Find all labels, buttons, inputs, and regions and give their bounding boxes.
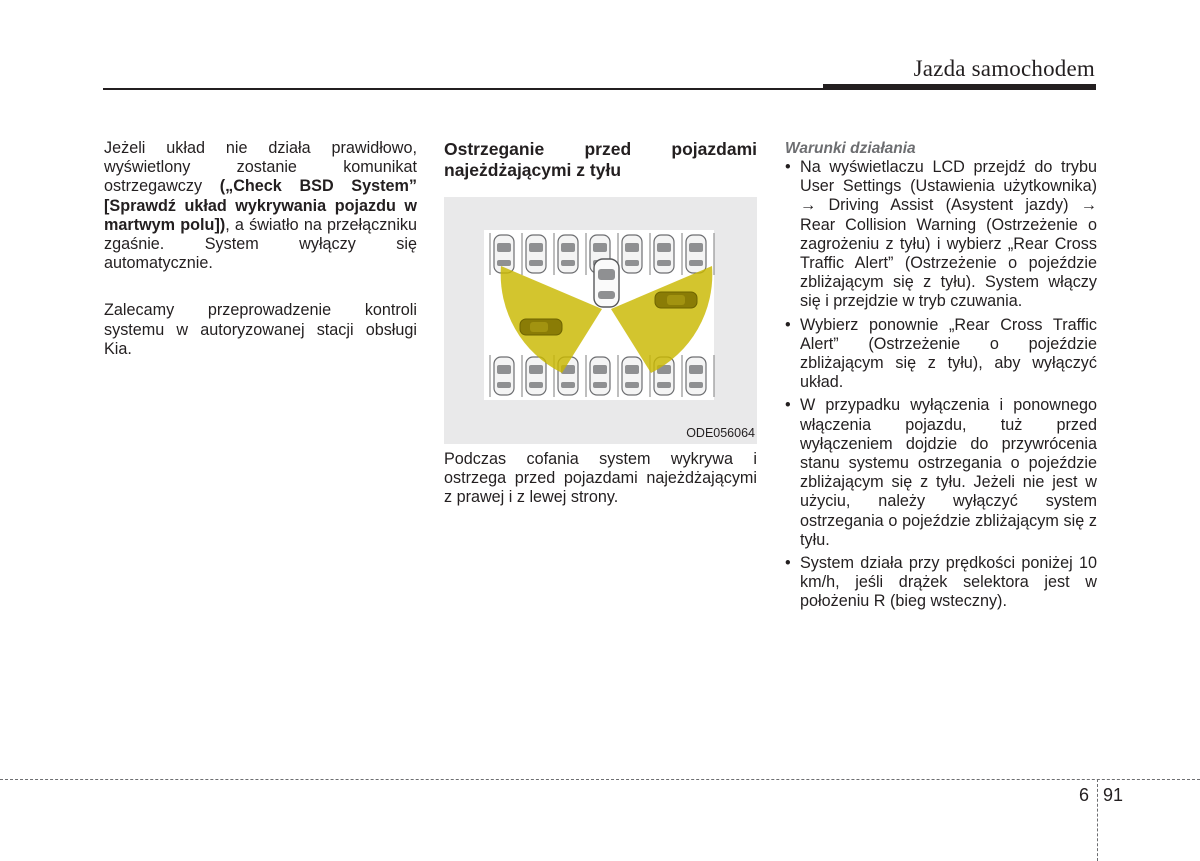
service-recommendation-paragraph: Zalecamy przeprowadzenie kontroli systemu w autoryzowanej stacji obsługi Kia.: [104, 301, 417, 358]
running-header-title: Jazda samochodem: [913, 56, 1095, 81]
list-item-text: System działa przy prędkości poniżej 10 km/h, jeśli drążek selektora jest w położeniu R (bieg wsteczny).: [800, 554, 1097, 611]
bullet-icon: •: [785, 158, 791, 176]
detected-car-left: [520, 319, 562, 335]
caption-text: Podczas cofania system wykrywa i ostrzega przed pojazdami najeżdżającymi z prawej i z lewej strony.: [444, 450, 757, 507]
parked-car: [622, 357, 642, 395]
figure-code: ODE056064: [686, 426, 755, 440]
list-item: [785, 554, 1097, 612]
paragraph-text: , a światło na przełączniku zgaśnie. System wyłączy się automatycznie.: [104, 215, 418, 273]
left-column: [104, 139, 417, 359]
parked-car: [494, 357, 514, 395]
rcta-illustration: [444, 197, 757, 444]
list-item-text: W przypadku wyłączenia i ponownego włączenia pojazdu, tuż przed wyłączeniem dojdzie do przywrócenia stanu systemu ostrzegania o pojeździe zbliżającym się z tyłu. Jeżeli nie jest w użyciu, należy wyłączyć system ostrzegania o pojeździe zbliżającym się z tyłu.: [800, 396, 1097, 549]
footer-vertical-divider: [1097, 779, 1098, 861]
figure-caption: [444, 450, 757, 508]
paragraph-text: Jeżeli układ nie działa prawidłowo, wyświetlony zostanie komunikat ostrzegawczy: [104, 139, 417, 196]
bullet-icon: •: [785, 554, 791, 573]
header-rule-accent: [823, 84, 1096, 90]
detected-car-right: [655, 292, 697, 308]
list-item: [785, 396, 1097, 550]
footer-divider: [0, 779, 1200, 780]
parked-car: [558, 235, 578, 273]
chapter-number: 6: [1079, 785, 1090, 805]
operating-conditions-subheading: Warunki działania: [785, 140, 916, 157]
parked-car: [654, 235, 674, 273]
warning-message-text: („Check BSD System” [Sprawdź układ wykrywania pojazdu w martwym polu]): [104, 177, 417, 234]
bsd-warning-paragraph: [104, 139, 417, 273]
middle-column: [444, 139, 757, 180]
bullet-icon: •: [785, 396, 791, 415]
parked-car: [590, 357, 610, 395]
parked-car: [686, 235, 706, 273]
parked-car: [526, 235, 546, 273]
parked-car: [686, 357, 706, 395]
list-item: [785, 158, 1097, 312]
page-number: 91: [1103, 785, 1124, 805]
list-item-text: Na wyświetlaczu LCD przejdź do trybu User Settings (Ustawienia użytkownika) → Driving Assist (Asystent jazdy) → Rear Collision Warning (Ostrzeżenie o zagrożeniu z tyłu) i wybierz „Rear Cross Traffic Alert” (Ostrzeżenie o pojeździe zbliżającym się z tyłu). System włączy się i przejdzie w tryb czuwania.: [800, 158, 1097, 311]
parked-car: [622, 235, 642, 273]
parking-lot-diagram: [444, 197, 757, 444]
section-heading: Ostrzeganie przed pojazdami najeżdżającymi z tyłu: [444, 139, 757, 180]
parked-car: [526, 357, 546, 395]
bullet-icon: •: [785, 315, 791, 334]
list-item-text: Wybierz ponownie „Rear Cross Traffic Alert” (Ostrzeżenie o pojeździe zbliżającym się z tyłu), aby wyłączyć układ.: [800, 315, 1097, 392]
ego-vehicle: [594, 259, 619, 307]
right-column: [785, 139, 1097, 616]
header-rule: [103, 88, 823, 90]
conditions-list: [785, 158, 1097, 612]
list-item: [785, 316, 1097, 393]
